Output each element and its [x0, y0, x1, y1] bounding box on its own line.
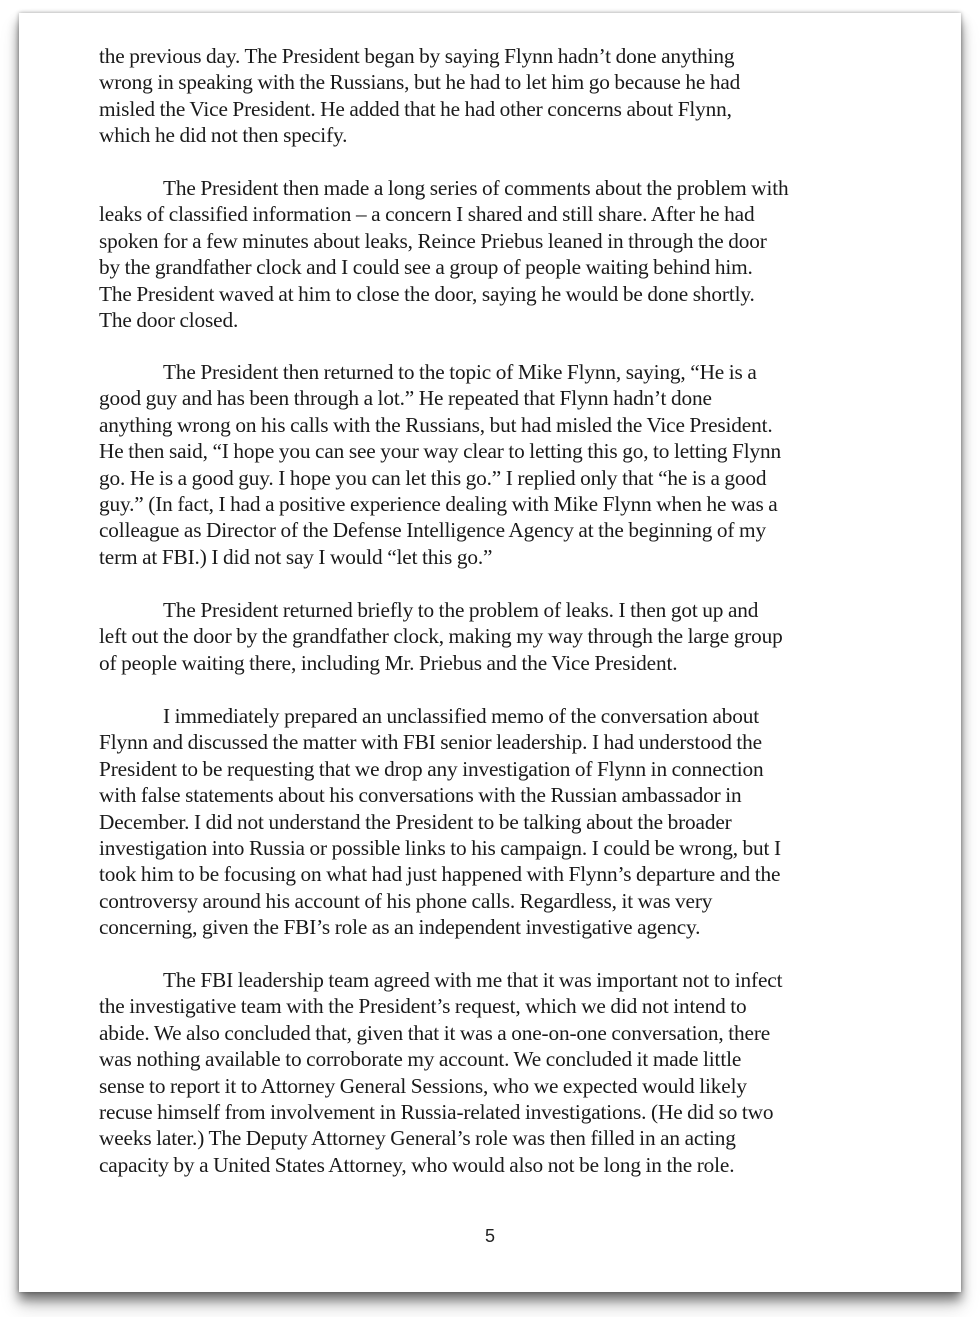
text-line: leaks of classified information – a concern I shared and still share. After he had [99, 202, 755, 227]
page-number: 5 [484, 1226, 495, 1246]
text-line: good guy and has been through a lot.” He repeated that Flynn hadn’t done [99, 386, 712, 411]
text-line: which he did not then specify. [99, 123, 348, 148]
text-line: term at FBI.) I did not say I would “let this go.” [99, 544, 493, 569]
text-line-content: The President returned briefly to the problem of leaks. I then got up and [163, 598, 759, 622]
text-line: He then said, “I hope you can see your way clear to letting this go, to letting Flynn [99, 439, 781, 464]
text-line: by the grandfather clock and I could see a group of people waiting behind him. [99, 255, 753, 280]
text-line: of people waiting there, including Mr. Priebus and the Vice President. [99, 650, 678, 675]
text-line-content: I immediately prepared an unclassified memo of the conversation about [163, 704, 760, 728]
paragraph-5 [99, 703, 781, 941]
text-line: sense to report it to Attorney General Sessions, who we expected would likely [99, 1073, 747, 1098]
text-line: Flynn and discussed the matter with FBI senior leadership. I had understood the [99, 730, 762, 755]
text-line: guy.” (In fact, I had a positive experience dealing with Mike Flynn when he was a [99, 491, 778, 516]
text-line: misled the Vice President. He added that he had other concerns about Flynn, [99, 96, 732, 121]
document-page [19, 13, 961, 1292]
text-line: left out the door by the grandfather clock, making my way through the large group [99, 624, 783, 649]
text-line: weeks later.) The Deputy Attorney General’s role was then filled in an acting [99, 1126, 736, 1151]
text-line: wrong in speaking with the Russians, but he had to let him go because he had [99, 70, 741, 95]
text-line: spoken for a few minutes about leaks, Reince Priebus leaned in through the door [99, 228, 767, 253]
text-line-first [99, 967, 782, 993]
text-line: anything wrong on his calls with the Russians, but had misled the Vice President. [99, 412, 773, 437]
text-line: the investigative team with the President’s request, which we did not intend to [99, 994, 747, 1019]
text-line-first [99, 359, 781, 385]
text-line: go. He is a good guy. I hope you can let this go.” I replied only that “he is a good [99, 465, 767, 490]
text-line-first [99, 175, 789, 201]
text-line: with false statements about his conversations with the Russian ambassador in [99, 783, 742, 808]
text-line: President to be requesting that we drop any investigation of Flynn in connection [99, 756, 764, 781]
text-line: was nothing available to corroborate my account. We concluded it made little [99, 1047, 742, 1072]
text-line: investigation into Russia or possible links to his campaign. I could be wrong, but I [99, 835, 781, 860]
text-line-content: The President then made a long series of comments about the problem with [163, 176, 789, 200]
text-line: recuse himself from involvement in Russia-related investigations. (He did so two [99, 1099, 774, 1124]
text-line-content: The President then returned to the topic of Mike Flynn, saying, “He is a [163, 360, 757, 384]
paragraph-2 [99, 175, 789, 333]
text-line: the previous day. The President began by saying Flynn hadn’t done anything [99, 44, 735, 68]
text-line: colleague as Director of the Defense Intelligence Agency at the beginning of my [99, 518, 766, 543]
text-line: December. I did not understand the President to be talking about the broader [99, 809, 732, 834]
text-line: capacity by a United States Attorney, who would also not be long in the role. [99, 1152, 735, 1177]
text-line-first [99, 597, 783, 623]
text-line: abide. We also concluded that, given that it was a one-on-one conversation, there [99, 1020, 771, 1045]
text-line-content: The FBI leadership team agreed with me that it was important not to infect [163, 968, 783, 992]
text-line: controversy around his account of his phone calls. Regardless, it was very [99, 888, 713, 913]
paragraph-3 [99, 359, 781, 570]
text-line: The door closed. [99, 307, 239, 332]
paragraph-1 [99, 43, 740, 149]
paragraph-4 [99, 597, 783, 676]
text-line: took him to be focusing on what had just happened with Flynn’s departure and the [99, 862, 781, 887]
text-line: The President waved at him to close the door, saying he would be done shortly. [99, 281, 755, 306]
text-line: concerning, given the FBI’s role as an independent investigative agency. [99, 915, 701, 940]
paragraph-6 [99, 967, 782, 1178]
text-line-first [99, 703, 781, 729]
